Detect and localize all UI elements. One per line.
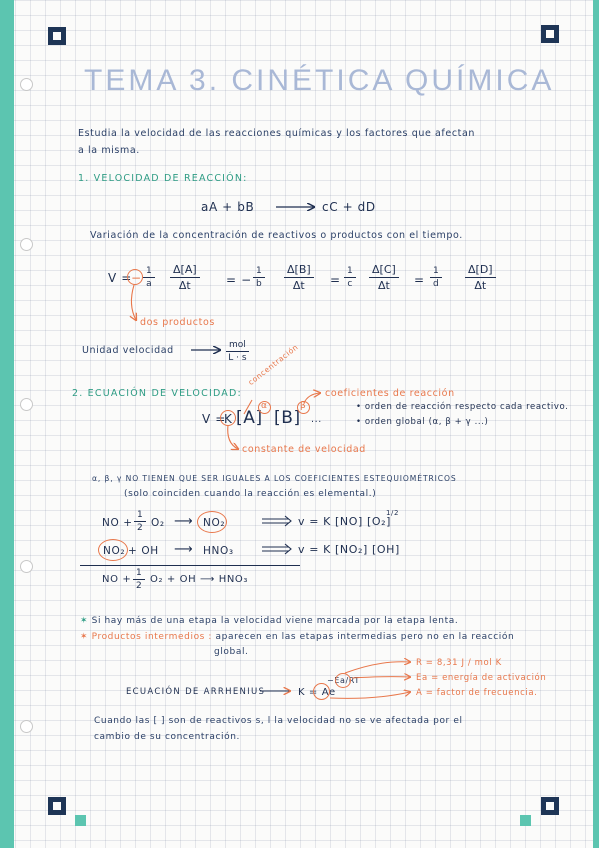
overall-half-fraction: $\frac{1}{2}$	[133, 568, 145, 591]
note-rate-constant: constante de velocidad	[242, 444, 366, 455]
def-ea-arrow	[352, 677, 410, 678]
footer-note-line-1: Cuando las [ ] son de reactivos s, l la velocidad no se ve afectada por el	[94, 716, 463, 726]
bullet-global-order: • orden global (α, β + γ ...)	[356, 417, 489, 427]
overall-reaction: O₂ + OH ⟶ HNO₃	[150, 574, 248, 585]
delta-c-fraction: $\frac{\Delta[C]}{\Delta t}$	[369, 263, 399, 292]
step1-left-a: NO +	[102, 517, 133, 529]
rate-eq-b: [B]	[274, 408, 301, 428]
def-r: R = 8,31 J / mol K	[416, 658, 502, 668]
constant-arrow	[228, 425, 238, 449]
note-reaction-coefficients: coeficientes de reacción	[325, 388, 455, 399]
remark-coefficients: α, β, γ NO TIENEN QUE SER IGUALES A LOS COEFICIENTES ESTEQUIOMÉTRICOS	[92, 474, 457, 483]
step2-right: HNO₃	[203, 545, 234, 557]
minus-sign: −	[131, 271, 142, 285]
step1-half-fraction: $\frac{1}{2}$	[134, 510, 146, 533]
intro-line-2: a la misma.	[78, 145, 140, 156]
coef-fraction-b: $\frac{1}{b}$	[253, 266, 265, 289]
unit-fraction: mol L · s	[226, 340, 249, 363]
delta-a-fraction: $\frac{\Delta[A]}{\Delta t}$	[170, 263, 200, 292]
rate-v-label: V =	[108, 271, 132, 285]
rate-eq-k: K	[224, 412, 233, 426]
unit-velocity-label: Unidad velocidad	[82, 345, 174, 356]
def-r-arrow	[345, 662, 410, 673]
coefficients-arrow	[304, 393, 320, 403]
equals-sign: =	[330, 273, 341, 287]
footer-note-line-2: cambio de su concentración.	[94, 732, 240, 742]
rate-eq-dots: ...	[311, 414, 322, 425]
def-ea: Ea = energía de activación	[416, 673, 547, 683]
step2-rate: v = K [NO₂] [OH]	[298, 543, 400, 556]
note-intermediate: ✶ Productos intermedios : aparecen en las etapas intermedias pero no en la reacción	[80, 632, 515, 642]
step1-rate-exponent: 1/2	[386, 509, 400, 517]
exp-beta: β	[300, 401, 307, 411]
step2-left-b: + OH	[128, 545, 159, 557]
def-a-arrow	[330, 692, 410, 698]
exp-alpha: α	[261, 401, 268, 411]
section-heading-rate-equation: 2. ECUACIÓN DE VELOCIDAD:	[72, 388, 242, 399]
note-two-products: dos productos	[140, 317, 215, 328]
coef-fraction-a: $\frac{1}{a}$	[143, 266, 155, 289]
step1-right: NO₂	[203, 517, 226, 529]
equals-sign: =	[414, 273, 425, 287]
reaction-products: cC + dD	[322, 200, 376, 214]
note-concentration: concentración	[246, 342, 301, 387]
intro-line-1: Estudia la velocidad de las reacciones químicas y los factores que afectan	[78, 128, 476, 139]
remark-elemental: (solo coinciden cuando la reacción es elemental.)	[124, 489, 377, 499]
concentration-arrow	[244, 400, 252, 414]
products-note-arrow	[131, 285, 136, 320]
section-heading-velocity: 1. VELOCIDAD DE REACCIÓN:	[78, 173, 248, 184]
overall-left-a: NO +	[102, 574, 132, 585]
note-slow-step: ✶ Si hay más de una etapa la velocidad viene marcada por la etapa lenta.	[80, 616, 459, 626]
step2-arrow: ⟶	[174, 542, 194, 557]
coef-fraction-d: $\frac{1}{d}$	[430, 266, 442, 289]
step1-rate: v = K [NO] [O₂]	[298, 515, 392, 528]
step2-double-arrow-head	[285, 544, 291, 554]
page-title: TEMA 3. CINÉTICA QUÍMICA	[84, 64, 555, 97]
reaction-reactants: aA + bB	[201, 200, 255, 214]
coef-fraction-c: $\frac{1}{c}$	[344, 266, 356, 289]
rate-eq-a: [A]	[236, 408, 263, 428]
arrhenius-equation: K = Ae	[298, 687, 336, 698]
arrhenius-label: ECUACIÓN DE ARRHENIUS	[126, 687, 266, 697]
note-intermediate-cont: global.	[214, 647, 249, 657]
rate-eq-v: V =	[202, 412, 226, 426]
bullet-reaction-order: • orden de reacción respecto cada reactivo.	[356, 402, 569, 412]
delta-d-fraction: $\frac{\Delta[D]}{\Delta t}$	[465, 263, 496, 292]
delta-b-fraction: $\frac{\Delta[B]}{\Delta t}$	[284, 263, 314, 292]
step1-double-arrow-head	[285, 516, 291, 526]
step1-arrow: ⟶	[174, 514, 194, 529]
step2-left-a: NO₂	[103, 545, 126, 557]
arrhenius-exponent: −Ea/RT	[327, 676, 360, 685]
def-a: A = factor de frecuencia.	[416, 688, 538, 698]
variation-text: Variación de la concentración de reactivos o productos con el tiempo.	[90, 230, 463, 241]
equals-minus: = −	[226, 273, 252, 287]
step1-left-b: O₂	[151, 517, 165, 529]
